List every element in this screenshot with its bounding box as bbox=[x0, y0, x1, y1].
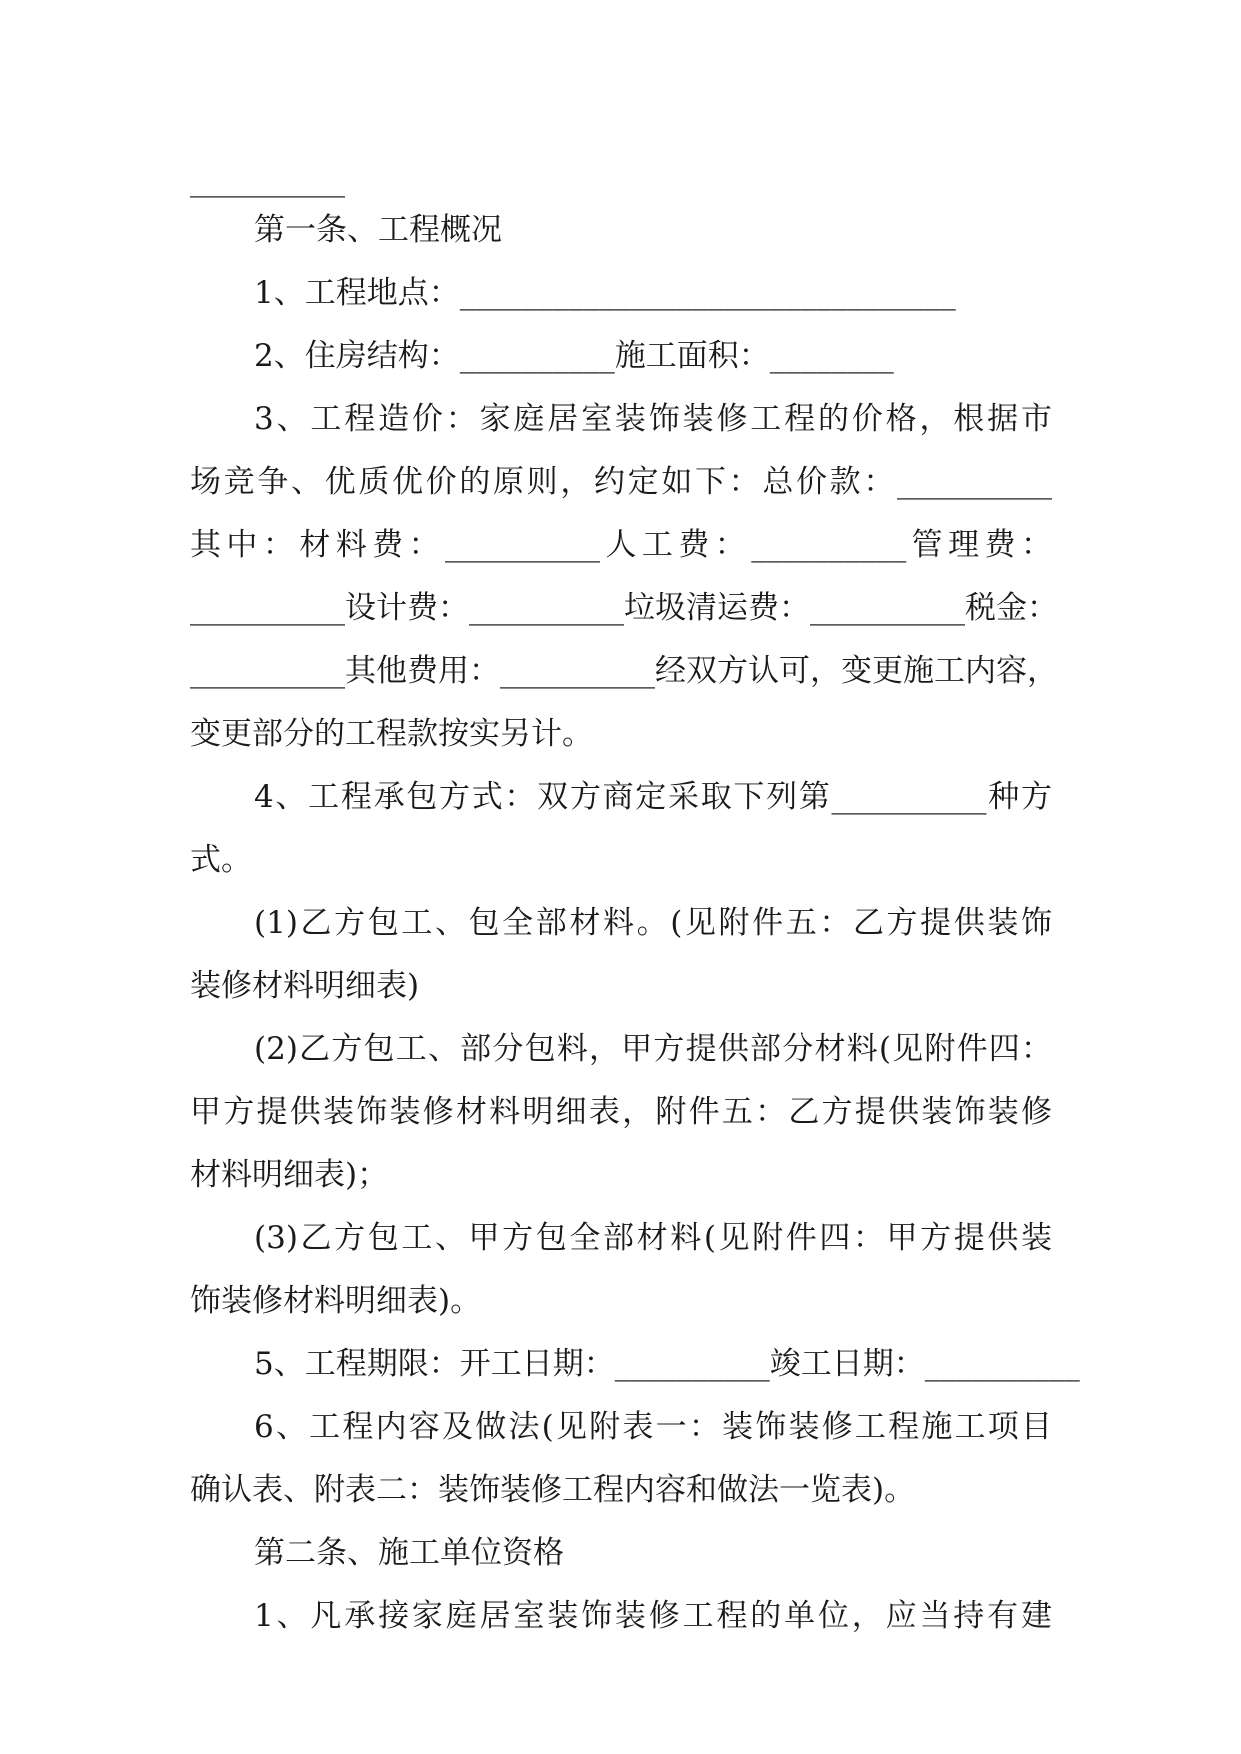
text-line: 装修材料明细表) bbox=[190, 968, 420, 1004]
text-line: 饰装修材料明细表)。 bbox=[190, 1283, 482, 1319]
top-blank-rule: __________ bbox=[190, 162, 345, 198]
text-line: 6、工程内容及做法(见附表一：装饰装修工程施工项目 bbox=[254, 1409, 1052, 1445]
text-line: 5、工程期限：开工日期：__________竣工日期：__________ bbox=[254, 1346, 1080, 1382]
document-page bbox=[190, 160, 1080, 1636]
text-line: 变更部分的工程款按实另计。 bbox=[190, 716, 593, 752]
text-line: __________设计费：__________垃圾清运费：__________税金： bbox=[190, 590, 1058, 626]
text-line: 场竞争、优质优价的原则，约定如下：总价款：__________ bbox=[190, 464, 1052, 500]
text-line: 式。 bbox=[190, 842, 252, 878]
text-line: (1)乙方包工、包全部材料。(见附件五：乙方提供装饰 bbox=[254, 905, 1052, 941]
text-line: 第二条、施工单位资格 bbox=[254, 1535, 564, 1571]
text-line: 4、工程承包方式：双方商定采取下列第__________种方 bbox=[254, 779, 1052, 815]
text-line: __________其他费用：__________经双方认可，变更施工内容， bbox=[190, 653, 1058, 689]
text-line: 2、住房结构：__________施工面积：________ bbox=[254, 338, 894, 374]
text-line: (2)乙方包工、部分包料，甲方提供部分材料(见附件四： bbox=[254, 1031, 1052, 1067]
text-line: 3、工程造价：家庭居室装饰装修工程的价格，根据市 bbox=[254, 401, 1052, 437]
text-line: 甲方提供装饰装修材料明细表，附件五：乙方提供装饰装修 bbox=[190, 1094, 1052, 1130]
text-line: 1、凡承接家庭居室装饰装修工程的单位，应当持有建 bbox=[254, 1598, 1052, 1634]
text-line: 其中：材料费：__________人工费：__________管理费： bbox=[190, 527, 1052, 563]
document-body bbox=[190, 210, 1080, 1636]
text-line: 第一条、工程概况 bbox=[254, 212, 502, 248]
text-line: 材料明细表)； bbox=[190, 1157, 389, 1193]
text-line: 1、工程地点：________________________________ bbox=[254, 275, 956, 311]
text-line: (3)乙方包工、甲方包全部材料(见附件四：甲方提供装 bbox=[254, 1220, 1052, 1256]
text-line: 确认表、附表二：装饰装修工程内容和做法一览表)。 bbox=[190, 1472, 916, 1508]
